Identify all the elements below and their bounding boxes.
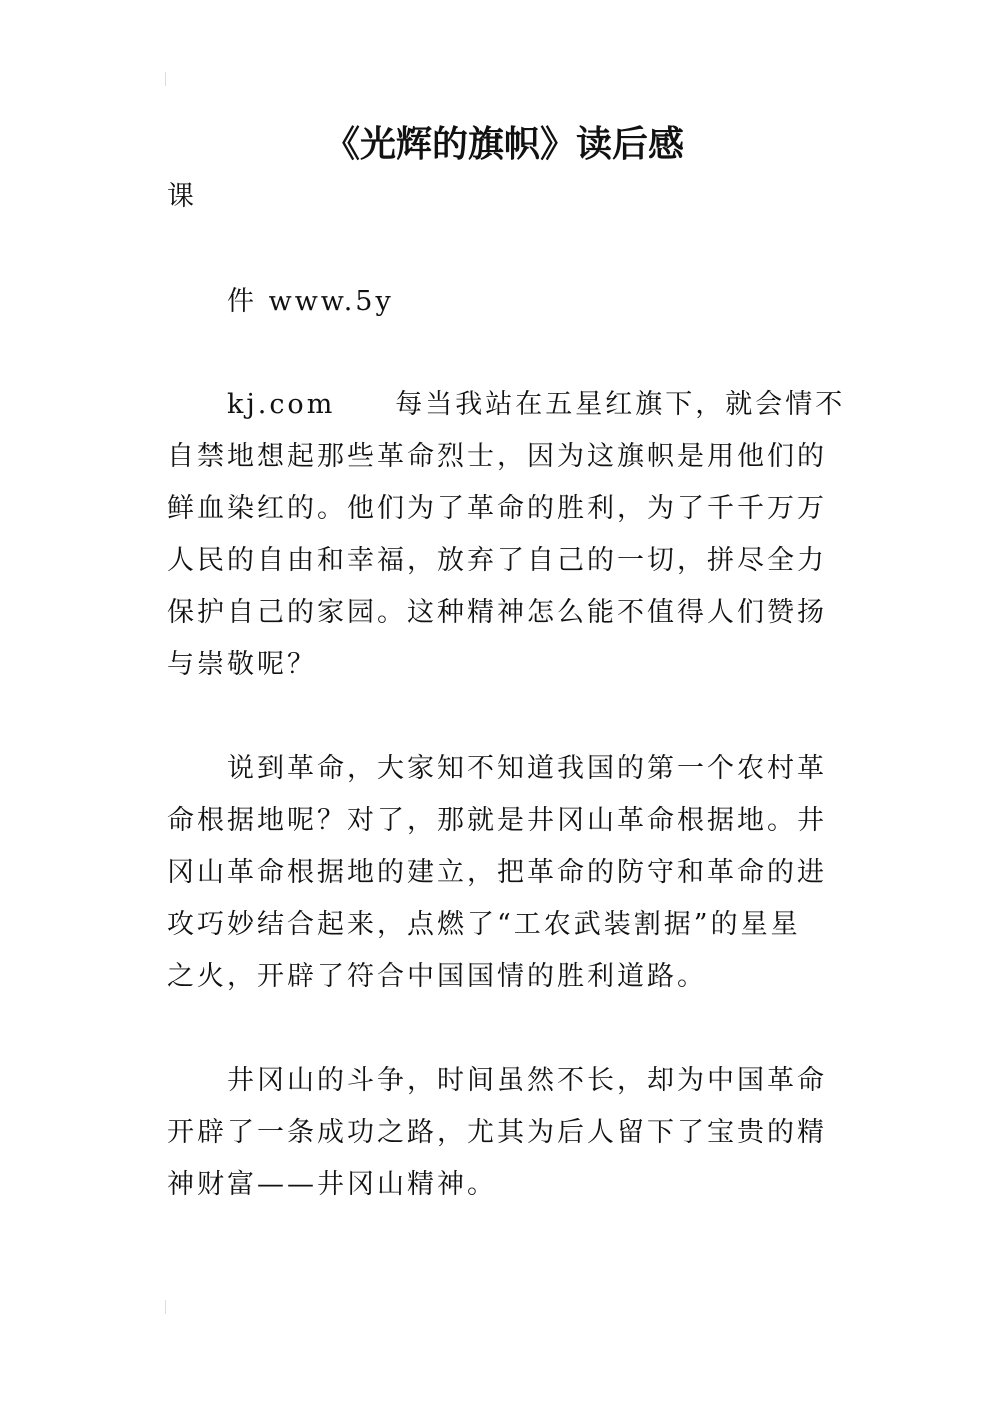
header-line: 课 [167, 181, 197, 212]
paragraph-1-line: 与崇敬呢？ [167, 649, 317, 680]
header-line: 件 www.5y [227, 286, 394, 317]
paragraph-3-line: 开辟了一条成功之路，尤其为后人留下了宝贵的精 [167, 1117, 827, 1148]
page-corner-mark [165, 72, 166, 86]
page-corner-mark [165, 1300, 166, 1314]
document-title: 《光辉的旗帜》读后感 [323, 124, 684, 165]
paragraph-3-line: 神财富——井冈山精神。 [167, 1169, 497, 1200]
paragraph-1-line: 保护自己的家园。这种精神怎么能不值得人们赞扬 [167, 597, 827, 628]
paragraph-2-line: 说到革命，大家知不知道我国的第一个农村革 [227, 753, 827, 784]
paragraph-1-line: kj.com 每当我站在五星红旗下，就会情不 [227, 389, 846, 420]
paragraph-1-line: 鲜血染红的。他们为了革命的胜利，为了千千万万 [167, 493, 827, 524]
paragraph-1-line: 自禁地想起那些革命烈士，因为这旗帜是用他们的 [167, 441, 827, 472]
paragraph-2-line: 之火，开辟了符合中国国情的胜利道路。 [167, 961, 707, 992]
paragraph-3-line: 井冈山的斗争，时间虽然不长，却为中国革命 [227, 1065, 827, 1096]
paragraph-1-line: 人民的自由和幸福，放弃了自己的一切，拼尽全力 [167, 545, 827, 576]
paragraph-2-line: 攻巧妙结合起来，点燃了“工农武装割据”的星星 [167, 909, 801, 940]
paragraph-2-line: 冈山革命根据地的建立，把革命的防守和革命的进 [167, 857, 827, 888]
paragraph-2-line: 命根据地呢？对了，那就是井冈山革命根据地。井 [167, 805, 827, 836]
